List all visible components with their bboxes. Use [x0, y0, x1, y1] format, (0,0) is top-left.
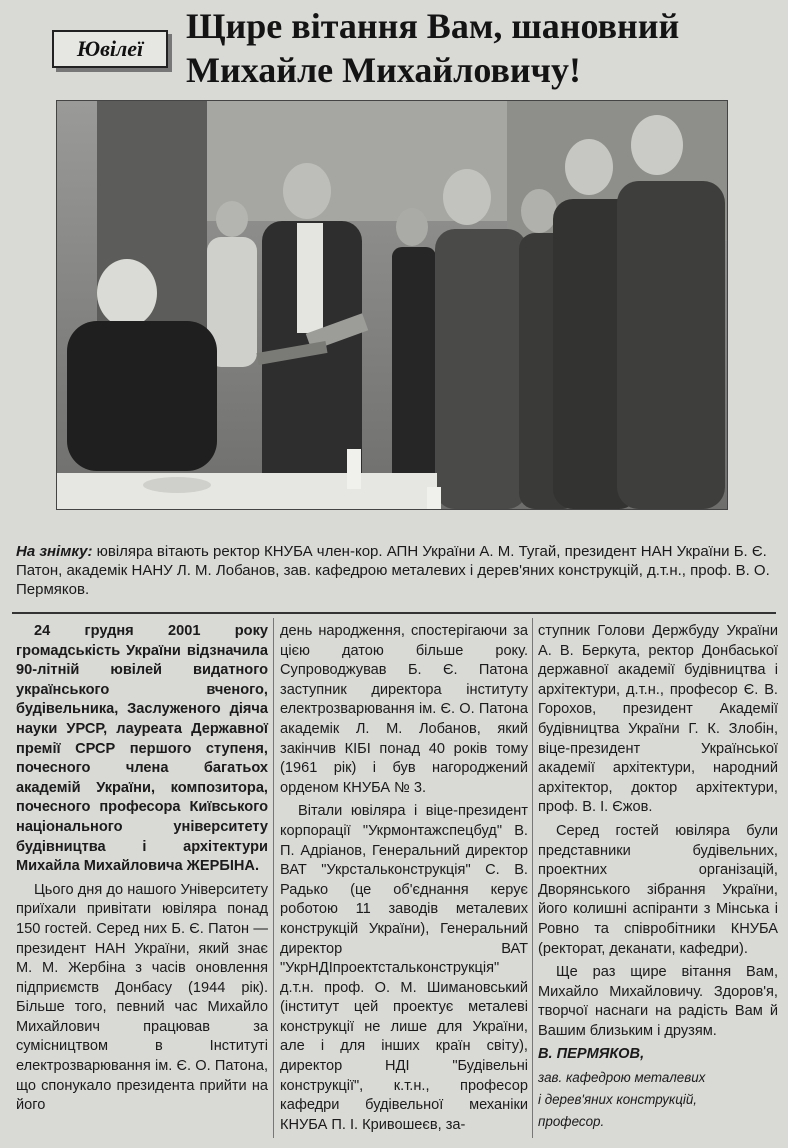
article-paragraph: Цього дня до нашого Університету приїхали привітати ювіляра понад 150 гостей. Серед них Б. Є. Патон — президент НАН України, який знає М. М. Жербіна з часів оновлення підприємств Донбасу (1944 рік). Більше того, певний час Михайло Михайлович працював за сумісництвом в Інституті електрозварювання ім. Є. О. Патона, що спонукало президента прийти на його	[16, 881, 268, 1114]
article-column-2	[280, 622, 528, 1139]
headline	[186, 4, 776, 92]
article-paragraph: Ще раз щире вітання Вам, Михайло Михайловичу. Здоров'я, творчої наснаги на радість Вам й Вашим близьким і друзям.	[538, 964, 778, 1039]
author-position: і дерев'яних конструкцій,	[538, 1092, 698, 1108]
group-photo-icon	[57, 101, 727, 509]
separator-rule	[12, 612, 776, 614]
article-paragraph: день народження, спостерігаючи за цією датою більше року. Супроводжував Б. Є. Патона заступник директора інституту електрозварювання ім. Є. О. Патона академік Л. М. Лобанов, який закінчив КІБІ понад 40 років тому (1961 рік) і був нагороджений орденом КНУБА № 3.	[280, 623, 528, 796]
article-paragraph: Серед гостей ювіляра були представники будівельних, проектних організацій, Дворянського зібрання України, його колишні аспіранти з Мінська і Ровно та співробітники КНУБА (ректорат, деканати, кафедри).	[538, 822, 778, 957]
article-paragraph: Вітали ювіляра і віце-президент корпорації "Укрмонтажспецбуд" В. П. Адріанов, Генеральний директор ВАТ "Укрстальконструкція" С. В. Радько (це об'єднання керує роботою 11 заводів металевих конструкцій України), Генеральний директор ВАТ "УкрНДІпроектстальконструкція" д.т.н. проф. О. М. Шимановський (інститут цей проектує металеві конструкції не лише для України, але і для інших країн світу), директор НДІ "Будівельні конструкції", к.т.н., професор кафедри будівельної механіки КНУБА П. І. Кривошеєв, за-	[280, 803, 528, 1133]
headline-line-2: Михайле Михайловичу!	[186, 50, 581, 90]
author-name: В. ПЕРМЯКОВ,	[538, 1046, 645, 1063]
article-paragraph: ступник Голови Держбуду України А. В. Беркута, ректор Донбаської державної академії будівництва і архітектури, д.т.н., професор Є. В. Горохов, президент Академії будівництва України Г. К. Злобін, віце-президент Української академії архітектури, народний архітектор, доктор архітектури, проф. В. І. Єжов.	[538, 623, 778, 816]
author-position: професор.	[538, 1114, 605, 1130]
author-position: зав. кафедрою металевих	[538, 1070, 706, 1086]
caption-label: На знімку:	[16, 543, 93, 560]
group-photo	[56, 100, 728, 510]
caption-text: ювіляра вітають ректор КНУБА член-кор. АПН України А. М. Тугай, президент НАН України Б. Є. Патон, академік НАНУ Л. М. Лобанов, зав. кафедрою металевих і дерев'яних конструкцій, д.т.н., проф. В. О. Пермяков.	[16, 543, 770, 598]
column-divider	[532, 618, 533, 1138]
lead-paragraph: 24 грудня 2001 року громадськість України відзначила 90-літній ювілей видатного українського вченого, будівельника, Заслуженого діяча науки УРСР, лауреата Державної премії СРСР першого ступеня, почесного члена багатьох академій України, композитора, почесного професора Київського національного університету будівництва і архітектури Михайла Михайловича ЖЕРБІНА.	[16, 623, 268, 875]
photo-caption	[16, 542, 778, 599]
column-divider	[273, 618, 274, 1138]
article-column-1	[16, 622, 268, 1120]
article-column-3	[538, 622, 778, 1135]
section-rubric: Ювілеї	[52, 30, 168, 68]
headline-line-1: Щире вітання Вам, шановний	[186, 6, 680, 46]
